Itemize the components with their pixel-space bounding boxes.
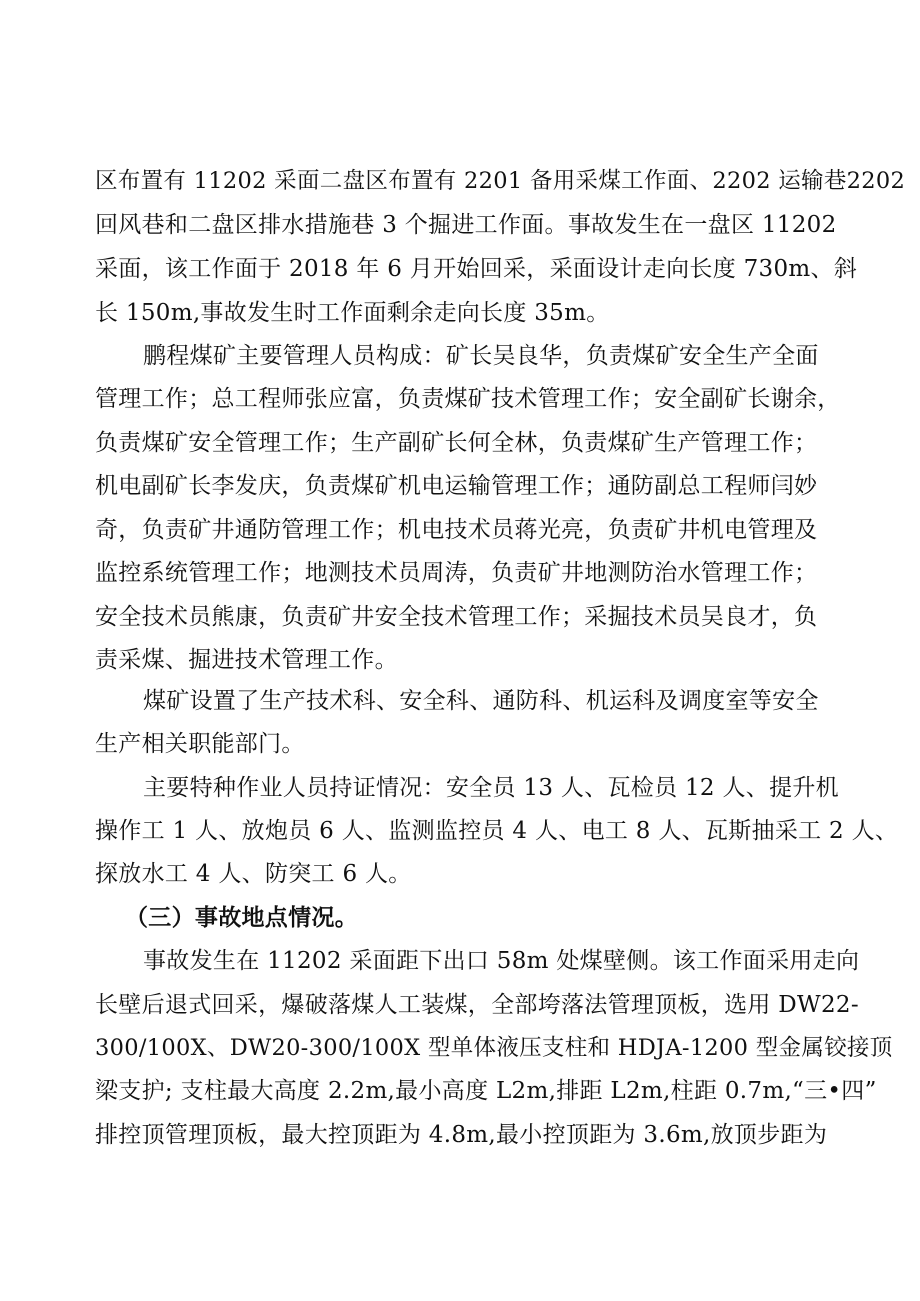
paragraph-line: 煤矿设置了生产技术科、安全科、通防科、机运科及调度室等安全 [143,688,819,714]
paragraph-line: 鹏程煤矿主要管理人员构成：矿长吴良华，负责煤矿安全生产全面 [143,343,819,369]
paragraph-line: 事故发生在 11202 采面距下出口 58m 处煤壁侧。该工作面采用走向 [143,948,860,974]
paragraph-line: 回风巷和二盘区排水措施巷 3 个掘进工作面。事故发生在一盘区 11202 [95,212,837,238]
paragraph-line: 300/100X、DW20-300/100X 型单体液压支柱和 HDJA-1200 型金属铰接顶 [95,1035,893,1061]
section-heading: （三）事故地点情况。 [125,904,358,931]
paragraph-line: 区布置有 11202 采面二盘区布置有 2201 备用采煤工作面、2202 运输巷2202 [95,168,906,194]
paragraph-line: 负责煤矿安全管理工作；生产副矿长何全林，负责煤矿生产管理工作； [95,430,818,456]
paragraph-line: 长壁后退式回采，爆破落煤人工装煤，全部垮落法管理顶板，选用 DW22- [95,992,859,1018]
paragraph-line: 梁支护; 支柱最大高度 2.2m,最小高度 L2m,排距 L2m,柱距 0.7m,“三•四” [95,1078,877,1104]
paragraph-line: 机电副矿长李发庆，负责煤矿机电运输管理工作；通防副总工程师闫妙 [95,473,818,499]
paragraph-line: 生产相关职能部门。 [95,731,305,757]
paragraph-line: 安全技术员熊康，负责矿井安全技术管理工作；采掘技术员吴良才，负 [95,604,818,630]
paragraph-line: 奇，负责矿井通防管理工作；机电技术员蒋光亮，负责矿井机电管理及 [95,517,818,543]
paragraph-line: 操作工 1 人、放炮员 6 人、监测监控员 4 人、电工 8 人、瓦斯抽采工 2 人、 [95,818,899,844]
paragraph-line: 排控顶管理顶板，最大控顶距为 4.8m,最小控顶距为 3.6m,放顶步距为 [95,1122,828,1148]
paragraph-line: 长 150m,事故发生时工作面剩余走向长度 35m。 [95,300,610,326]
paragraph-line: 监控系统管理工作；地测技术员周涛，负责矿井地测防治水管理工作； [95,560,818,586]
paragraph-line: 探放水工 4 人、防突工 6 人。 [95,861,412,887]
paragraph-line: 主要特种作业人员持证情况：安全员 13 人、瓦检员 12 人、提升机 [143,775,839,801]
paragraph-line: 管理工作；总工程师张应富，负责煤矿技术管理工作；安全副矿长谢余， [95,386,841,412]
paragraph-line: 责采煤、掘进技术管理工作。 [95,647,398,673]
paragraph-line: 采面，该工作面于 2018 年 6 月开始回采，采面设计走向长度 730m、斜 [95,256,858,282]
